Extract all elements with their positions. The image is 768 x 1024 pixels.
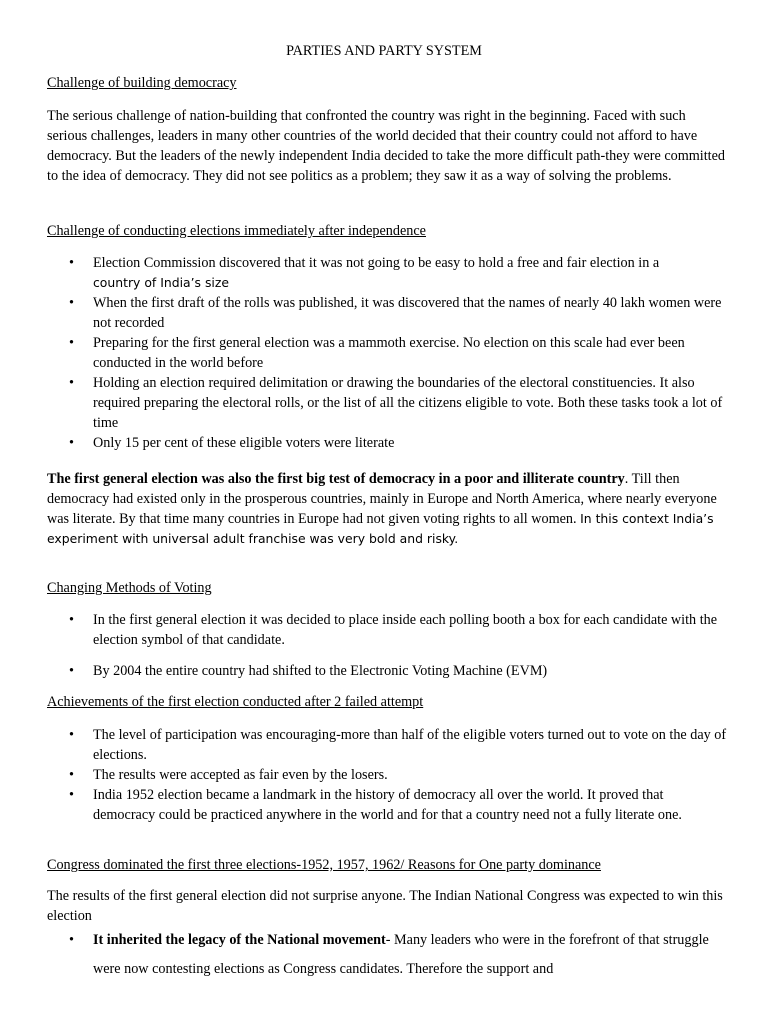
heading-voting-methods: Changing Methods of Voting: [47, 580, 212, 596]
list-item: [47, 253, 727, 293]
heading-achievements: Achievements of the first election conducted after 2 failed attempt: [47, 694, 424, 710]
bold-statement: The first general election was also the first big test of democracy in a poor and illiterate country: [47, 471, 625, 487]
list-item: • India 1952 election became a landmark in the history of democracy all over the world. It proved that democracy could be practiced anywhere in the world and for that a country need not a fully literate one.: [47, 785, 727, 825]
list-item: • By 2004 the entire country had shifted to the Electronic Voting Machine (EVM): [47, 661, 727, 681]
list-voting-methods: [47, 610, 727, 681]
bullet-text: Election Commission discovered that it was not going to be easy to hold a free and fair election in a: [93, 255, 660, 271]
list-achievements: [47, 725, 727, 825]
list-item: • Holding an election required delimitation or drawing the boundaries of the electoral constituencies. It also required preparing the electoral rolls, or the list of all the citizens eligible to vote. Both these tasks took a lot of time: [47, 373, 727, 433]
list-item: • When the first draft of the rolls was published, it was discovered that the names of nearly 40 lakh women were not recorded: [47, 293, 727, 333]
paragraph-text-sans: In this context India’s experiment with universal adult franchise was very bold and risky.: [47, 511, 714, 546]
heading-congress-dominance: Congress dominated the first three elections-1952, 1957, 1962/ Reasons for One party dominance: [47, 857, 601, 873]
list-item: • The level of participation was encouraging-more than half of the eligible voters turned out to vote on the day of elections.: [47, 725, 727, 765]
paragraph-building-democracy: The serious challenge of nation-building that confronted the country was right in the beginning. Faced with such serious challenges, leaders in many other countries of the world decided that their country could not afford to have democracy. But the leaders of the newly independent India decided to take the more difficult path-they were committed to the idea of democracy. They did not see politics as a problem; they saw it as a way of solving the problems.: [47, 108, 725, 184]
paragraph-text-end: women.: [531, 511, 577, 527]
list-item: • Preparing for the first general election was a mammoth exercise. No election on this scale had ever been conducted in the world before: [47, 333, 727, 373]
paragraph-text: . Till then democracy had existed only in the prosperous countries, mainly in Europe and North America, where nearly everyone was literate. By that time many countries in Europe had not given voting rights to all: [47, 471, 717, 527]
list-item: • The results were accepted as fair even by the losers.: [47, 765, 727, 785]
heading-building-democracy: Challenge of building democracy: [47, 75, 237, 91]
heading-conducting-elections: Challenge of conducting elections immediately after independence: [47, 223, 426, 239]
list-item: • Only 15 per cent of these eligible voters were literate: [47, 433, 727, 453]
bullet-text-continued: country of India’s size: [93, 275, 229, 290]
list-election-challenges: [47, 253, 727, 453]
page-title: PARTIES AND PARTY SYSTEM: [286, 43, 482, 59]
list-item: • In the first general election it was decided to place inside each polling booth a box for each candidate with the election symbol of that candidate.: [47, 610, 727, 650]
list-dominance-reasons: [47, 926, 727, 984]
paragraph-congress-results: The results of the first general election did not surprise anyone. The Indian National Congress was expected to win this election: [47, 888, 723, 924]
list-item: [47, 926, 727, 984]
bold-reason: It inherited the legacy of the National movement: [93, 932, 386, 948]
paragraph-first-test: [47, 469, 727, 549]
reason-text: - Many leaders who were in the forefront of that struggle were now contesting elections as Congress candidates. Therefore the support and: [93, 932, 709, 977]
